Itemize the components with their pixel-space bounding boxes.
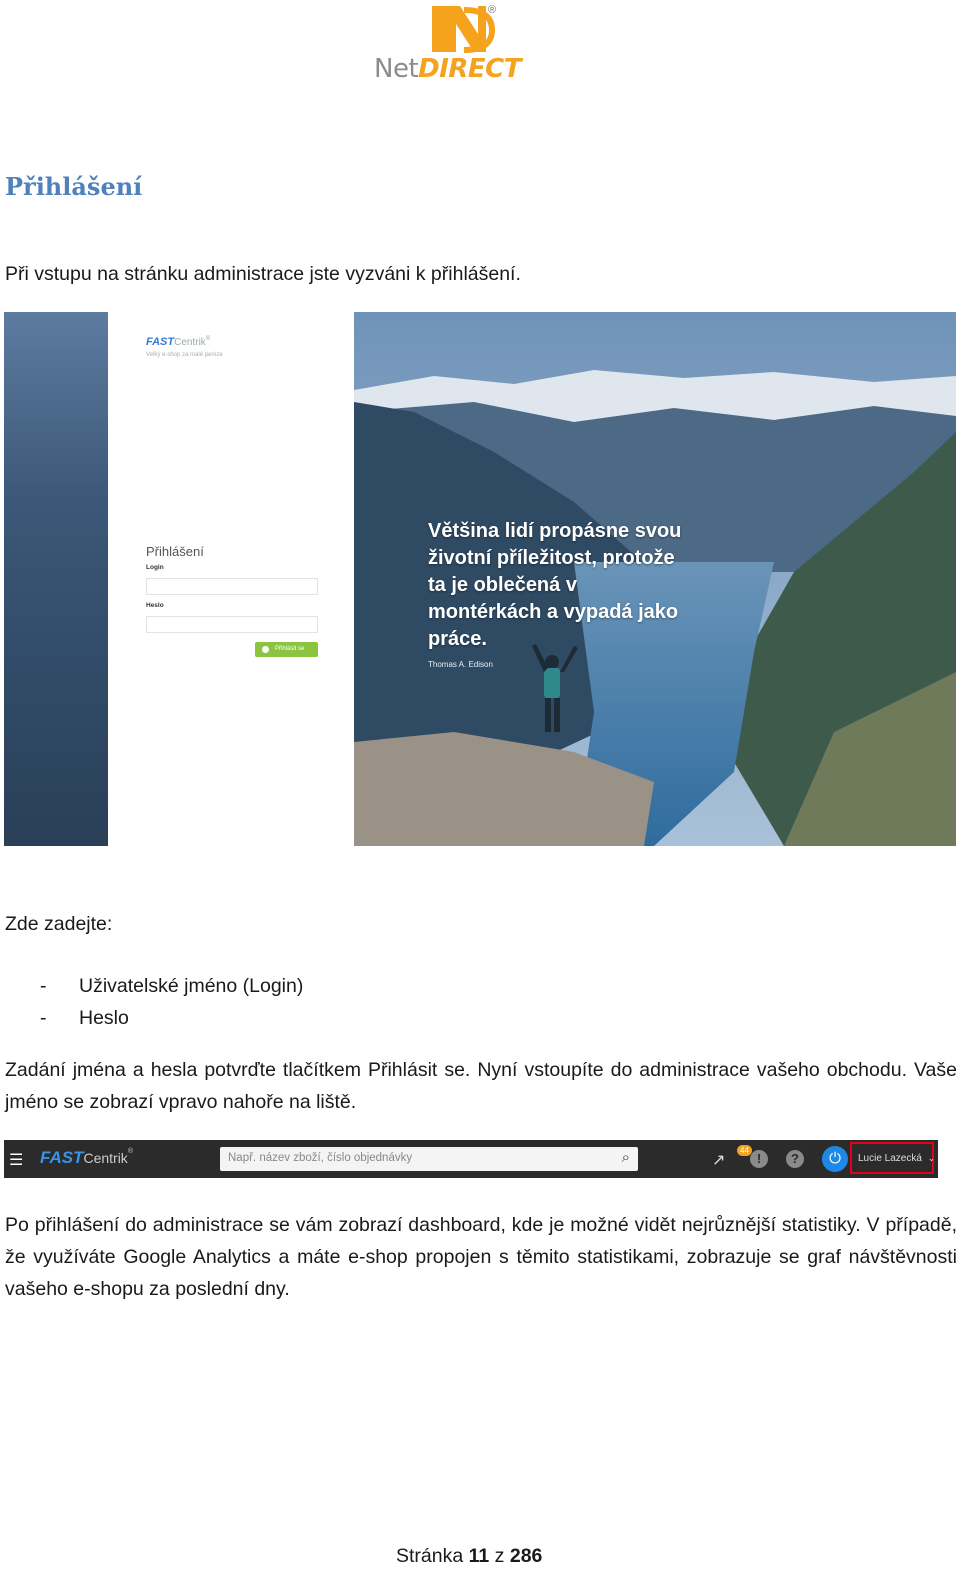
login-left-panel <box>4 312 108 846</box>
power-icon[interactable]: ⏻ <box>822 1146 848 1172</box>
login-input[interactable] <box>146 578 318 595</box>
bullet-dash-1: - <box>40 975 47 997</box>
login-submit-label: Přihlásit se <box>275 646 305 652</box>
chevron-down-icon: ⌄ <box>927 1153 936 1163</box>
fastcentrik-logo <box>146 336 210 348</box>
user-name: Lucie Lazecká <box>858 1153 922 1164</box>
bullet-login: Uživatelské jméno (Login) <box>79 975 304 997</box>
help-icon[interactable]: ? <box>786 1150 804 1168</box>
notification-badge: 44 <box>737 1145 752 1156</box>
password-label: Heslo <box>146 602 164 609</box>
login-form-title: Přihlášení <box>146 544 204 559</box>
logo-direct-text: DIRECT <box>418 54 521 84</box>
login-button-icon <box>262 646 269 653</box>
password-input[interactable] <box>146 616 318 633</box>
page-heading: Přihlášení <box>5 172 143 201</box>
footer-separator: z <box>494 1545 505 1567</box>
logo-registered-mark: ® <box>488 4 497 16</box>
toolbar-registered-mark: ® <box>127 1148 133 1155</box>
toolbar-centrik-text: Centrik <box>83 1150 128 1166</box>
bullet-dash-2: - <box>40 1007 47 1029</box>
external-link-icon[interactable]: ↗ <box>712 1152 726 1169</box>
logo-wordmark <box>374 54 521 84</box>
footer-prefix: Stránka <box>396 1545 464 1567</box>
login-background-photo <box>354 312 956 846</box>
login-screenshot <box>4 312 956 846</box>
quote-author: Thomas A. Edison <box>428 660 493 669</box>
enter-label: Zde zadejte: <box>5 913 113 935</box>
fastcentrik-centrik-text: Centrik <box>174 337 206 348</box>
toolbar-fast-text: FAST <box>40 1148 84 1167</box>
login-label: Login <box>146 564 164 571</box>
footer-page-number: 11 <box>468 1545 490 1567</box>
fastcentrik-fast-text: FAST <box>146 336 175 348</box>
toolbar-search-input[interactable] <box>220 1147 638 1171</box>
hamburger-menu-icon[interactable]: ☰ <box>9 1152 24 1169</box>
search-placeholder: Např. název zboží, číslo objednávky <box>228 1152 413 1164</box>
logo-mark-icon <box>430 4 496 54</box>
netdirect-logo <box>374 4 564 82</box>
inspirational-quote: Většina lidí propásne svou životní příležitost, protože ta je oblečená v montérkách a vypadá jako práce. <box>428 520 682 650</box>
login-form-panel <box>108 312 354 846</box>
toolbar-fastcentrik-logo[interactable] <box>40 1148 133 1168</box>
fastcentrik-tagline: Velký e-shop za malé peníze <box>146 352 223 358</box>
search-icon[interactable]: ⌕ <box>621 1149 630 1166</box>
fastcentrik-registered-mark: ® <box>205 336 211 342</box>
bullet-password: Heslo <box>79 1007 129 1029</box>
footer-total-pages: 286 <box>509 1545 543 1567</box>
user-menu[interactable] <box>850 1142 934 1174</box>
dashboard-paragraph: Po přihlášení do administrace se vám zobrazí dashboard, kde je možné vidět nejrůznější statistiky. V případě, že využíváte Google Analytics a máte e-shop propojen s těmito statistikami, zobrazuje se graf návštěvnosti vašeho e-shopu za poslední dny. <box>5 1214 957 1300</box>
intro-paragraph: Při vstupu na stránku administrace jste vyzváni k přihlášení. <box>5 263 521 285</box>
logo-net-text: Net <box>374 54 419 84</box>
notifications-icon[interactable]: ! <box>750 1150 768 1168</box>
page-footer <box>396 1545 542 1568</box>
confirm-paragraph: Zadání jména a hesla potvrďte tlačítkem Přihlásit se. Nyní vstoupíte do administrace vašeho obchodu. Vaše jméno se zobrazí vpravo nahoře na liště. <box>5 1059 957 1113</box>
admin-toolbar-screenshot <box>4 1140 938 1178</box>
login-submit-button[interactable] <box>255 642 318 657</box>
